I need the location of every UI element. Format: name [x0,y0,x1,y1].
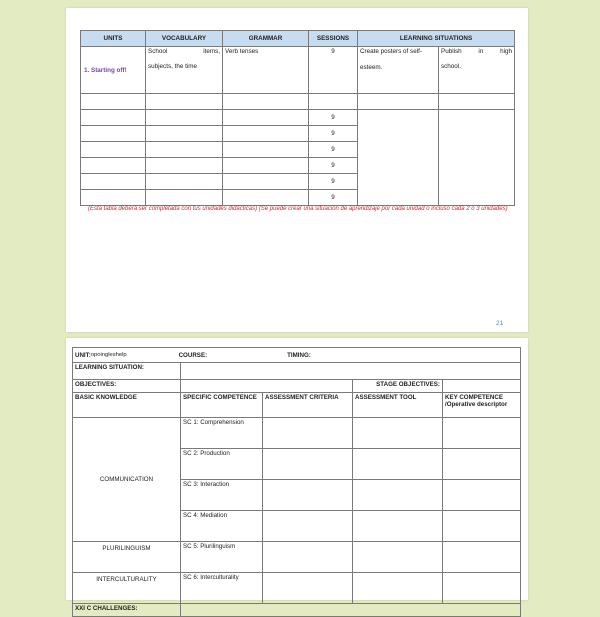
document-page-1 [66,8,528,332]
table-row [81,94,515,110]
table-row [73,418,521,449]
unit-name: 1. Starting off! [81,47,146,94]
table-row [73,348,521,363]
stage-objectives-value [443,380,521,393]
page-number: 21 [496,320,504,327]
challenges-label: XXI C CHALLENGES: [73,604,181,617]
ls-line: Create posters of self- [360,48,422,55]
course-label: COURSE: [178,351,208,359]
header-key-competence: KEY COMPETENCE /Operative descriptor [443,393,521,418]
header-basic-knowledge: BASIC KNOWLEDGE [73,393,181,418]
vocab-word: items, [203,48,220,55]
sessions-cell [309,94,358,110]
ls-line: esteem. [360,64,383,71]
learning-situation-cell [439,47,515,94]
learning-situation-label: LEARNING SITUATION: [73,363,181,380]
sessions-cell: 9 [309,47,358,94]
sc-plurilinguism: SC 5: Plurilinguism [181,542,263,573]
stage-objectives-label: STAGE OBJECTIVES: [353,380,443,393]
header-vocabulary: VOCABULARY [146,31,223,47]
communication-label: COMMUNICATION [73,418,181,542]
ls-line: school. [441,63,461,70]
sc-production: SC 2: Production [181,449,263,480]
header-grammar: GRAMMAR [223,31,309,47]
challenges-value [181,604,521,617]
grammar-cell: Verb tenses [223,47,309,94]
header-units: UNITS [81,31,146,47]
units-table-header [81,31,515,47]
instruction-note: (Esta tabla deberá ser completada con tus unidades didácticas) (Se puede crear una situación de aprendizaje por cada unidad o incluso cada 2 o 3 unidades) [88,206,508,212]
table-row [73,604,521,617]
sessions-cell: 9 [309,110,358,126]
ls-word: high [500,48,512,55]
table-row [73,393,521,418]
sessions-cell: 9 [309,174,358,190]
ls-word: Publish [441,48,462,55]
header-assessment-criteria: ASSESSMENT CRITERIA [263,393,353,418]
table-row [73,380,521,393]
header-specific-competence: SPECIFIC COMPETENCE [181,393,263,418]
sc-interaction: SC 3: Interaction [181,480,263,511]
table-row [81,110,515,126]
ls-word: in [478,48,484,55]
sessions-cell: 9 [309,142,358,158]
document-page-2 [66,338,528,612]
sessions-cell: 9 [309,190,358,206]
unit-label: UNIT: [75,351,91,359]
sc-interculturality: SC 6: Interculturality [181,573,263,604]
learning-situation-cell [358,47,439,94]
learning-situation-cell [358,110,439,206]
table-row [73,573,521,604]
learning-situation-cell [439,110,515,206]
objectives-label: OBJECTIVES: [73,380,181,393]
sc-mediation: SC 4: Mediation [181,511,263,542]
sc-comprehension: SC 1: Comprehension [181,418,263,449]
header-sessions: SESSIONS [309,31,358,47]
learning-situation-value [181,363,521,380]
vocab-line: subjects, the time [148,63,197,70]
sessions-cell: 9 [309,126,358,142]
plurilinguism-label: PLURILINGUISM [73,542,181,573]
header-learning-situations: LEARNING SITUATIONS [358,31,515,47]
learning-situation-template-table [72,347,521,617]
vocabulary-cell [146,47,223,94]
timing-label: TIMING: [287,351,311,359]
unit-course-timing-row [73,348,521,363]
table-row [73,542,521,573]
header-assessment-tool: ASSESSMENT TOOL [353,393,443,418]
objectives-value [181,380,353,393]
interculturality-label: INTERCULTURALITY [73,573,181,604]
table-row [73,363,521,380]
unit-value: opoingleshelp [90,352,127,358]
vocab-word: School [148,48,168,55]
units-table [80,30,515,206]
table-row [81,47,515,94]
sessions-cell: 9 [309,158,358,174]
